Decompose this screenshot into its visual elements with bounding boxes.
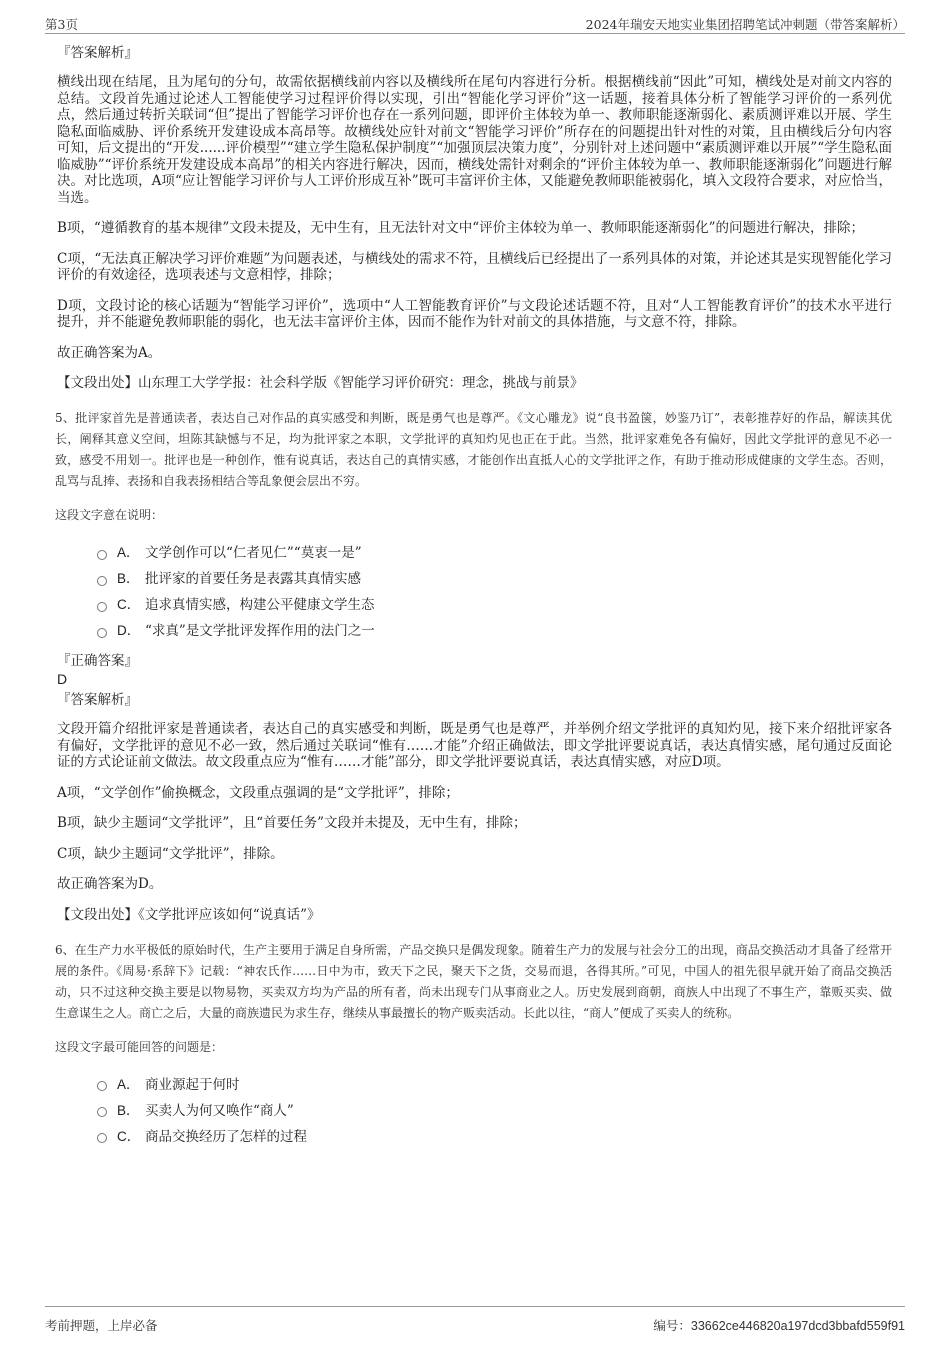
code-label: 编号： [653, 1318, 691, 1333]
page-number: 第3页 [45, 17, 78, 32]
analysis-option-b: B项，缺少主题词“文学批评”，且“首要任务”文段并未提及，无中生有，排除； [57, 815, 527, 831]
main-content [57, 44, 892, 1158]
option-b[interactable] [97, 1098, 892, 1124]
option-c[interactable] [97, 1124, 892, 1150]
analysis-label: 『答案解析』 [57, 692, 138, 708]
option-letter: A． [117, 1076, 140, 1092]
correct-answer: D [57, 671, 68, 687]
option-b[interactable] [97, 566, 892, 592]
analysis-option-a: A项，“文学创作”偷换概念，文段重点强调的是“文学批评”，排除； [57, 784, 459, 801]
analysis-option-d: D项，文段讨论的核心话题为“智能学习评价”，选项中“人工智能教育评价”与文段论述话题不符，且对“人工智能教育评价”的技术水平进行提升，并不能避免教师职能的弱化，也无法丰富评价主体，因而不能作为针对前文的具体措施，与文意不符，排除。 [57, 297, 892, 330]
source: 【文段出处】山东理工大学学报：社会科学版《智能学习评价研究：理念，挑战与前景》 [57, 375, 584, 391]
question-5-text: 5、批评家首先是普通读者，表达自己对作品的真实感受和判断，既是勇气也是尊严。《文心雕龙》说“良书盈箧，妙鉴乃订”，表彰推荐好的作品，解读其优长，阐释其意义空间，坦陈其缺憾与不足，均为批评家之本职，文学批评的真知灼见也正在于此。当然，批评家难免各有偏好，因此文学批评的意见不必一致，感受不用划一。批评也是一种创作，惟有说真话，表达自己的真情实感，才能创作出直抵人心的文学批评之作，有助于推动形成健康的文学生态。否则，乱骂与乱捧、表扬和自我表扬相结合等乱象便会层出不穷。 [55, 411, 892, 488]
radio-icon[interactable] [97, 1107, 107, 1117]
option-letter: D． [117, 623, 141, 638]
option-text: 商品交换经历了怎样的过程 [145, 1128, 307, 1145]
document-code [653, 1316, 905, 1334]
option-letter: B． [117, 571, 140, 586]
option-text: 批评家的首要任务是表露其真情实感 [145, 571, 361, 587]
analysis-text: 文段开篇介绍批评家是普通读者，表达自己的真实感受和判断，既是勇气也是尊严，并举例介绍文学批评的真知灼见，接下来介绍批评家各有偏好，文学批评的意见不必一致，然后通过关联词“惟有……才能”介绍正确做法，即文学批评要说真话，表达真情实感，尾句通过反面论证的方式论证前文做法。故文段重点应为“惟有……才能”部分，即文学批评要说真话，表达真情实感，对应D项。 [57, 721, 892, 770]
option-text: 追求真情实感，构建公平健康文学生态 [145, 597, 375, 613]
radio-icon[interactable] [97, 628, 107, 638]
option-a[interactable] [97, 1072, 892, 1098]
question-5-options [97, 540, 892, 644]
analysis-option-c: C项，缺少主题词“文学批评”，排除。 [57, 845, 284, 862]
document-title: 2024年瑞安天地实业集团招聘笔试冲刺题（带答案解析） [585, 17, 905, 32]
conclusion: 故正确答案为D。 [57, 876, 163, 892]
option-letter: A． [117, 545, 140, 560]
question-5-stem: 这段文字意在说明： [55, 508, 164, 522]
analysis-option-b: B项，“遵循教育的基本规律”文段未提及，无中生有，且无法针对文中“评价主体较为单一、教师职能逐渐弱化”的问题进行解决，排除； [57, 220, 865, 236]
option-letter: B． [117, 1102, 140, 1118]
question-6-options [97, 1072, 892, 1150]
option-a[interactable] [97, 540, 892, 566]
analysis-option-c: C项，“无法真正解决学习评价难题”为问题表述，与横线处的需求不符，且横线后已经提出了一系列具体的对策，并论述其是实现智能化学习评价的有效途径，选项表述与文意相悖，排除； [57, 250, 892, 283]
radio-icon[interactable] [97, 550, 107, 560]
analysis-label: 『答案解析』 [57, 45, 138, 61]
radio-icon[interactable] [97, 602, 107, 612]
conclusion: 故正确答案为A。 [57, 344, 162, 361]
option-text: 商业源起于何时 [145, 1076, 240, 1093]
page-header [45, 13, 905, 34]
code-value: 33662ce446820a197dcd3bbafd559f91 [690, 1319, 905, 1333]
page-footer [45, 1306, 905, 1335]
option-letter: C． [117, 1128, 141, 1144]
option-text: 文学创作可以“仁者见仁”“莫衷一是” [145, 545, 362, 561]
option-c[interactable] [97, 592, 892, 618]
option-d[interactable] [97, 618, 892, 644]
radio-icon[interactable] [97, 576, 107, 586]
radio-icon[interactable] [97, 1133, 107, 1143]
option-letter: C． [117, 597, 141, 612]
footer-slogan: 考前押题，上岸必备 [45, 1318, 158, 1333]
option-text: “求真”是文学批评发挥作用的法门之一 [145, 623, 375, 639]
question-6-stem: 这段文字最可能回答的问题是： [55, 1039, 224, 1054]
option-text: 买卖人为何又唤作“商人” [145, 1102, 294, 1119]
analysis-text: 横线出现在结尾，且为尾句的分句，故需依据横线前内容以及横线所在尾句内容进行分析。根据横线前“因此”可知，横线处是对前文内容的总结。文段首先通过论述人工智能使学习过程评价得以实现，引出“智能化学习评价”这一话题，接着具体分析了智能学习评价的一系列优点，然后通过转折关联词“但”提出了智能学习评价也存在一系列问题，即评价主体较为单一、教师职能逐渐弱化、素质测评难以开展、学生隐私面临威胁、评价系统开发建设成本高昂等。故横线处应针对前文“智能学习评价”所存在的问题提出针对性的对策，且由横线后分句内容可知，后文提出的“开发......评价模型”“建立学生隐私保护制度”“加强顶层决策力度”，分别针对上述问题中“素质测评难以开展”“学生隐私面临威胁”“评价系统开发建设成本高昂”的相关内容进行解决，因而，横线处需针对剩余的“评价主体较为单一、教师职能逐渐弱化”问题进行解决。对比选项，A项“应让智能学习评价与人工评价形成互补”既可丰富评价主体，又能避免教师职能被弱化，填入文段符合要求，对应恰当，当选。 [57, 74, 892, 206]
question-6-text: 6、在生产力水平极低的原始时代，生产主要用于满足自身所需，产品交换只是偶发现象。随着生产力的发展与社会分工的出现，商品交换活动才具备了经常开展的条件。《周易·系辞下》记载：“神农氏作……日中为市，致天下之民，聚天下之货，交易而退，各得其所。”可见，中国人的祖先很早就开始了商品交换活动，只不过这种交换主要是以物易物，买卖双方均为产品的所有者，尚未出现专门从事商业之人。历史发展到商朝，商族人中出现了不事生产，靠贩买卖、做生意谋生之人。商亡之后，大量的商族遗民为求生存，继续从事最擅长的物产贩卖活动。长此以往，“商人”便成了买卖人的统称。 [55, 942, 892, 1020]
correct-answer-label: 『正确答案』 [57, 653, 138, 669]
radio-icon[interactable] [97, 1081, 107, 1091]
source: 【文段出处】《文学批评应该如何“说真话”》 [57, 906, 321, 923]
